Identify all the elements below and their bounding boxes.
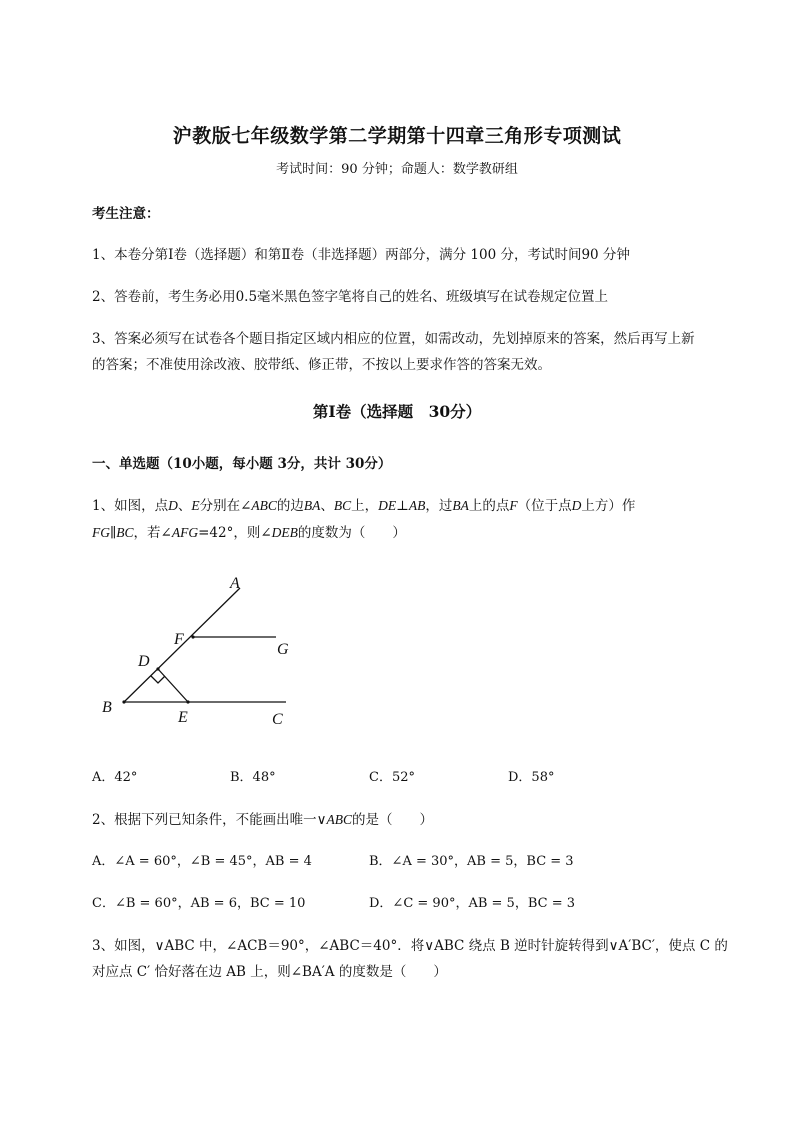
text: 上的点 xyxy=(468,498,510,514)
var: DEB xyxy=(271,525,298,540)
q1-option-d[interactable]: D．58° xyxy=(508,770,555,785)
var: BA xyxy=(452,498,469,513)
var: ABC xyxy=(251,498,277,513)
text: 、 xyxy=(177,498,192,514)
notice-item-1: 1、本卷分第Ⅰ卷（选择题）和第Ⅱ卷（非选择题）两部分，满分 100 分，考试时间90 分钟 xyxy=(92,247,630,263)
q1-stem-line2 xyxy=(92,521,406,541)
q2-option-d[interactable]: D．∠C = 90°，AB = 5，BC = 3 xyxy=(369,896,576,911)
var: D xyxy=(168,498,178,513)
text: 、 xyxy=(320,498,334,514)
label-B: B xyxy=(102,699,112,716)
text: ⊥ xyxy=(396,498,409,514)
label-F: F xyxy=(174,631,184,648)
q1-stem-line1 xyxy=(92,494,635,514)
notice-heading: 考生注意： xyxy=(92,206,160,222)
q2-stem xyxy=(92,808,433,828)
text: ，过 xyxy=(425,498,453,514)
text: =42°，则∠ xyxy=(198,525,272,541)
notice-item-3-cont: 的答案；不准使用涂改液、胶带纸、修正带，不按以上要求作答的答案无效。 xyxy=(92,357,551,373)
var: ABC xyxy=(326,812,352,827)
exam-info: 考试时间：90 分钟；命题人：数学教研组 xyxy=(276,162,518,177)
line-DE xyxy=(158,669,188,702)
q2-option-c[interactable]: C．∠B = 60°，AB = 6，BC = 10 xyxy=(92,896,306,911)
var: D xyxy=(571,498,582,513)
point-F xyxy=(191,635,194,638)
var: AB xyxy=(408,498,426,513)
q2-option-a[interactable]: A．∠A = 60°，∠B = 45°，AB = 4 xyxy=(92,854,312,869)
text: 1、如图，点 xyxy=(92,498,169,514)
text: 的边 xyxy=(276,498,304,514)
text: （位于点 xyxy=(517,498,572,514)
label-D: D xyxy=(138,653,150,670)
text: ∥ xyxy=(110,525,117,541)
var: E xyxy=(191,498,200,513)
part-heading: 一、单选题（10小题，每小题 3分，共计 30分） xyxy=(92,456,392,472)
text: 的度数为（ ） xyxy=(297,525,406,541)
point-E xyxy=(186,700,189,703)
q1-option-c[interactable]: C．52° xyxy=(369,770,415,785)
section-title: 第Ⅰ卷（选择题 30分） xyxy=(312,402,482,421)
point-B xyxy=(122,700,125,703)
var: DE xyxy=(378,498,397,513)
q1-option-b[interactable]: B．48° xyxy=(230,770,276,785)
text: 上， xyxy=(351,498,379,514)
q3-stem-line1: 3、如图，∨ABC 中，∠ACB＝90°，∠ABC＝40°．将∨ABC 绕点 B 逆时针旋转得到∨A′BC′，使点 C 的 xyxy=(92,938,728,954)
text: 分别在∠ xyxy=(199,498,252,514)
q2-option-b[interactable]: B．∠A = 30°，AB = 5，BC = 3 xyxy=(369,854,574,869)
text: ，若∠ xyxy=(133,525,172,541)
var: BC xyxy=(333,498,352,513)
point-D xyxy=(156,667,159,670)
var: AFG xyxy=(171,525,199,540)
notice-item-3: 3、答案必须写在试卷各个题目指定区域内相应的位置，如需改动，先划掉原来的答案，然后再写上新 xyxy=(92,331,695,347)
label-C: C xyxy=(272,711,283,728)
var: F xyxy=(509,498,518,513)
notice-item-2: 2、答卷前，考生务必用0.5毫米黑色签字笔将自己的姓名、班级填写在试卷规定位置上 xyxy=(92,289,609,305)
var: BC xyxy=(116,525,134,540)
text: 的是（ ） xyxy=(351,812,433,828)
label-A: A xyxy=(230,575,240,592)
label-E: E xyxy=(178,709,188,726)
page-title: 沪教版七年级数学第二学期第十四章三角形专项测试 xyxy=(172,125,622,147)
right-angle-mark xyxy=(151,676,165,683)
label-G: G xyxy=(277,641,289,658)
var: FG xyxy=(92,525,110,540)
text: 上方）作 xyxy=(581,498,636,514)
var: BA xyxy=(303,498,321,513)
q1-geometry-figure xyxy=(92,568,312,733)
q1-option-a[interactable]: A．42° xyxy=(92,770,138,785)
q3-stem-line2: 对应点 C′ 恰好落在边 AB 上，则∠BA′A 的度数是（ ） xyxy=(92,964,447,980)
text: 2、根据下列已知条件，不能画出唯一∨ xyxy=(92,812,327,828)
